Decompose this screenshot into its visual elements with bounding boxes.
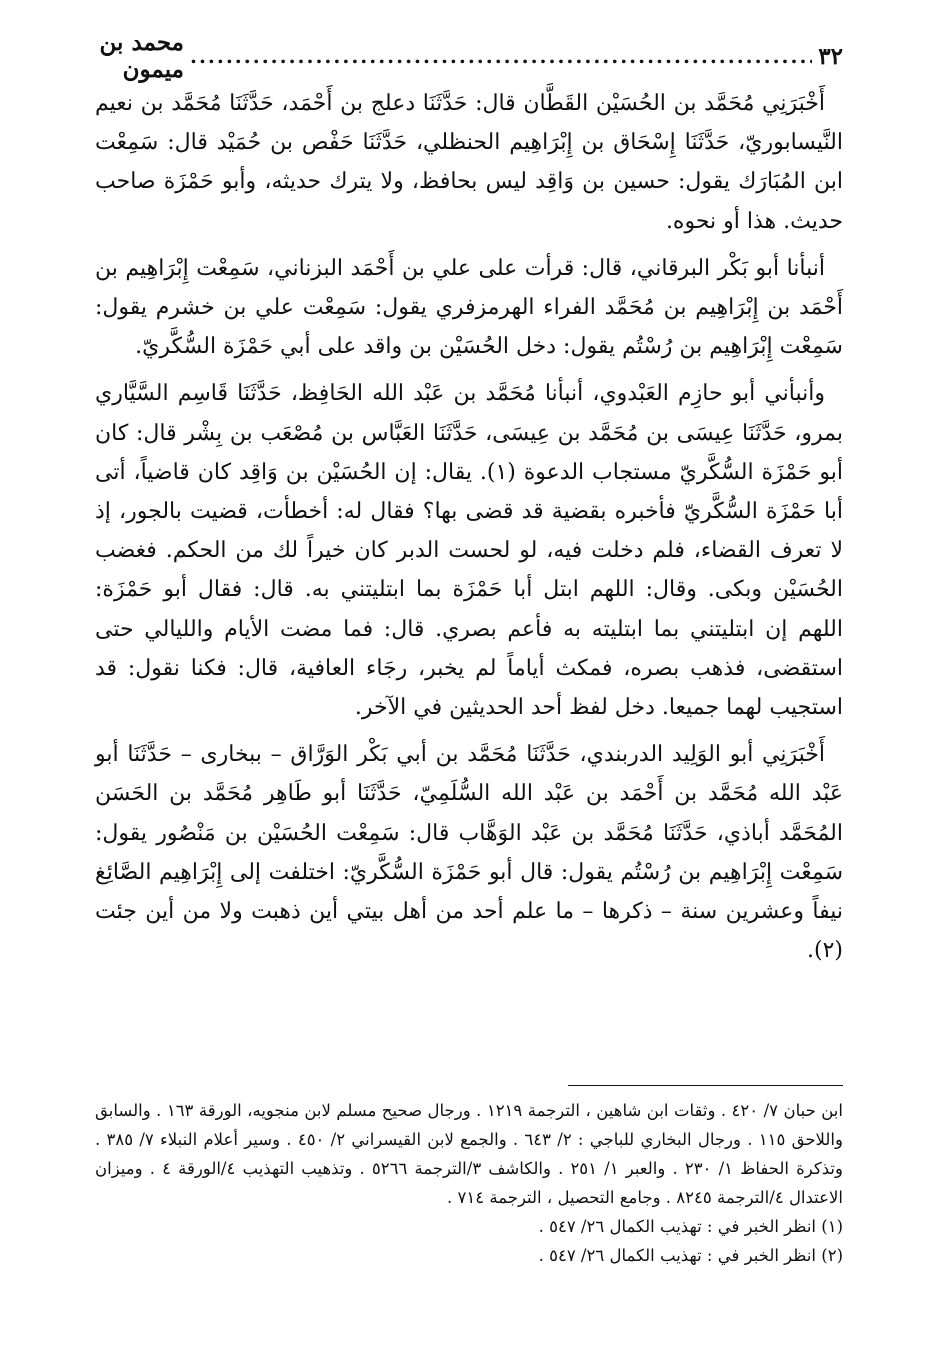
paragraph-1: أَخْبَرَنِي مُحَمَّد بن الحُسَيْن القَطَّان قال: حَدَّثَنَا دعلج بن أَحْمَد، حَدَّثَنَا مُحَمَّد بن نعيم النَّيسابوريّ، حَدَّثَنَا إِسْحَاق بن إِبْرَاهِيم الحنظلي، حَدَّثَنَا حَفْص بن حُمَيْد قال: سَمِعْت ابن المُبَارَك يقول: حسين بن وَاقِد ليس بحافظ، ولا يترك حديثه، وأبو حَمْزَة صاحب حديث. هذا أو نحوه. — [95, 91, 843, 234]
running-title: محمد بن ميمون — [99, 29, 184, 83]
footnote-1: (١) انظر الخبر في : تهذيب الكمال ٢٦/ ٥٤٧ . — [538, 1217, 843, 1236]
paragraph-3: وأنبأني أبو حازِم العَبْدوي، أنبأنا مُحَمَّد بن عَبْد الله الحَافِظ، حَدَّثَنَا قَاسِم السَّيَّاري بمرو، حَدَّثَنَا عِيسَى بن مُحَمَّد بن عِيسَى، حَدَّثَنَا العَبَّاس بن مُصْعَب بن بِشْر قال: كان أبو حَمْزَة السُّكَّريّ مستجاب الدعوة (١). يقال: إن الحُسَيْن بن وَاقِد كان قاضياً، أتى أبا حَمْزَة السُّكَّريّ فأخبره بقضية قد قضى بها؟ فقال له: أخطأت، قضيت بالجور، إذ لا تعرف القضاء، فلم دخلت فيه، لو لحست الدبر كان خيراً لك من الحكم. فغضب الحُسَيْن وبكى. وقال: اللهم ابتل أبا حَمْزَة بما ابتليتني به. قال: فقال أبو حَمْزَة: اللهم إن ابتليتني بما ابتليته به فأعم بصري. قال: فما مضت الأيام والليالي حتى استقضى، فذهب بصره، فمكث أياماً لم يخبر، رجَاء العافية، قال: فكنا نقول: قد استجيب لهما جميعا. دخل لفظ أحد الحديثين في الآخر. — [95, 381, 843, 721]
footnote-separator — [568, 1085, 843, 1086]
leader-dots — [190, 44, 812, 68]
footnotes — [95, 1096, 843, 1270]
running-head — [95, 29, 843, 83]
paragraph-2: أنبأنا أبو بَكْر البرقاني، قال: قرأت على علي بن أَحْمَد البزناني، سَمِعْت إِبْرَاهِيم بن أَحْمَد بن إِبْرَاهِيم بن مُحَمَّد الفراء الهرمزفري يقول: سَمِعْت علي بن خشرم يقول: سَمِعْت إِبْرَاهِيم بن رُسْتُم يقول: دخل الحُسَيْن بن واقد على أبي حَمْزَة السُّكَّريّ. — [95, 255, 843, 360]
page-number: ٣٢ — [818, 42, 843, 70]
footnote-2: (٢) انظر الخبر في : تهذيب الكمال ٢٦/ ٥٤٧ . — [538, 1246, 843, 1265]
main-text — [95, 84, 843, 978]
paragraph-4: أَخْبَرَنِي أبو الوَلِيد الدربندي، حَدَّثَنَا مُحَمَّد بن أبي بَكْر الوَرَّاق – ببخارى – حَدَّثَنَا أبو عَبْد الله مُحَمَّد بن أَحْمَد بن عَبْد الله السُّلَمِيّ، حَدَّثَنَا أبو طَاهِر مُحَمَّد بن الحَسَن المُحَمَّد أباذي، حَدَّثَنَا مُحَمَّد بن عَبْد الوَهَّاب قال: سَمِعْت الحُسَيْن بن مَنْصُور يقول: سَمِعْت إِبْرَاهِيم بن رُسْتُم يقول: قال أبو حَمْزَة السُّكَّريّ: اختلفت إلى إِبْرَاهِيم الصَّائِغ نيفاً وعشرين سنة – ذكرها – ما علم أحد من أهل بيتي أين ذهبت ولا من أين جئت (٢). — [95, 742, 843, 964]
footnote-continuation: ابن حبان ٧/ ٤٢٠ . وثقات ابن شاهين ، الترجمة ١٢١٩ . ورجال صحيح مسلم لابن منجويه، الورقة ١٦٣ . والسابق واللاحق ١١٥ . ورجال البخاري للباجي : ٢/ ٦٤٣ . والجمع لابن القيسراني ٢/ ٤٥٠ . وسير أعلام النبلاء ٧/ ٣٨٥ . وتذكرة الحفاظ ١/ ٢٣٠ . والعبر ١/ ٢٥١ . والكاشف ٣/الترجمة ٥٢٦٦ . وتذهيب التهذيب ٤/الورقة ٤ . وميزان الاعتدال ٤/الترجمة ٨٢٤٥ . وجامع التحصيل ، الترجمة ٧١٤ . — [95, 1101, 843, 1207]
